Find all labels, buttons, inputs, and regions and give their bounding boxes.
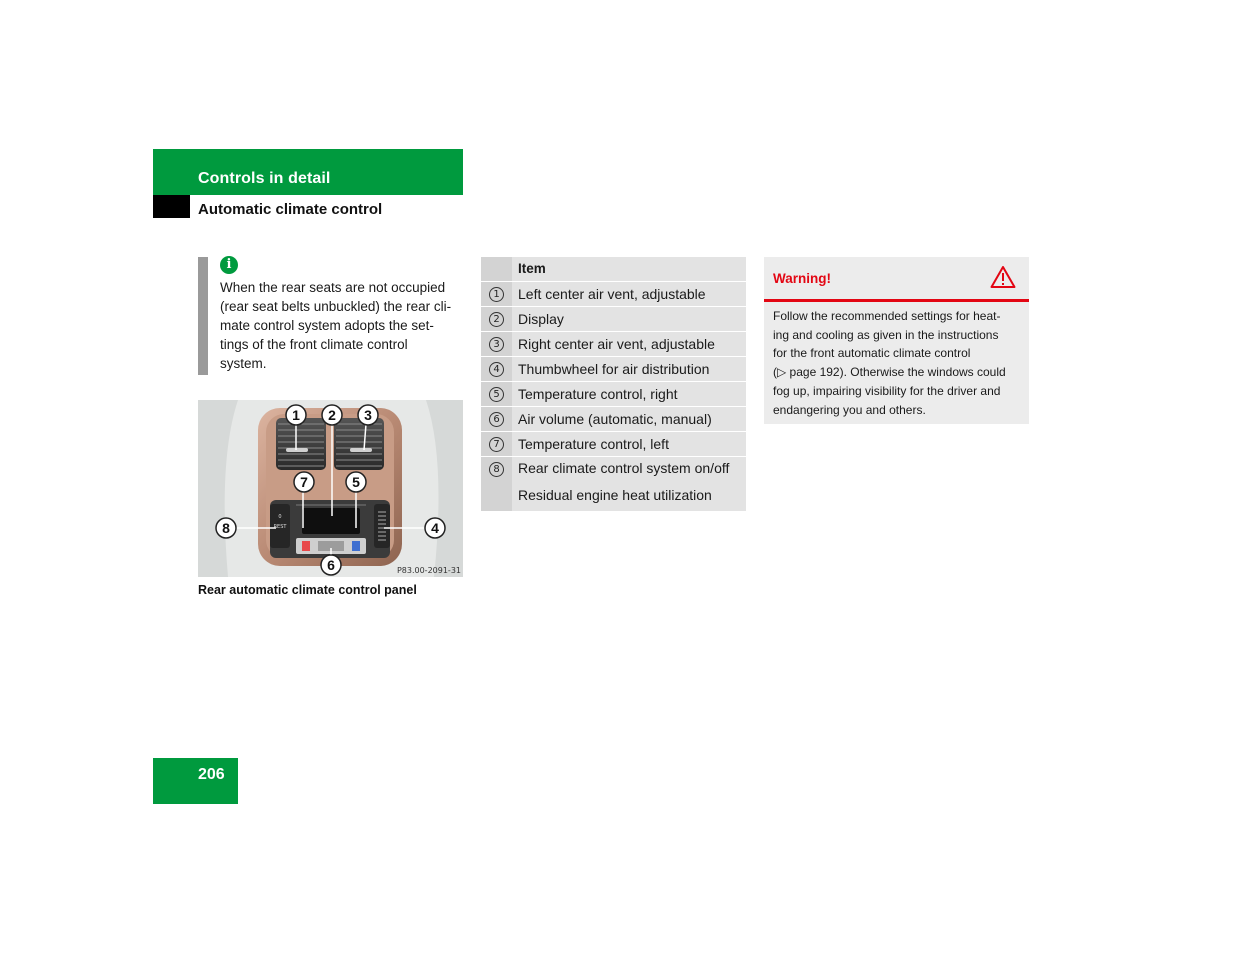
svg-text:4: 4 — [431, 520, 439, 536]
warning-line: endangering you and others. — [773, 402, 926, 417]
item-number: 1 — [489, 287, 504, 302]
svg-text:6: 6 — [327, 557, 335, 573]
table-row — [481, 282, 746, 307]
item-label: Air volume (automatic, manual) — [512, 407, 746, 431]
section-title: Controls in detail — [198, 170, 331, 187]
info-line: (rear seat belts unbuckled) the rear cli- — [220, 299, 452, 314]
climate-panel-illustration — [198, 400, 463, 577]
info-line: mate control system adopts the set- — [220, 318, 434, 333]
item-number: 3 — [489, 337, 504, 352]
svg-text:5: 5 — [352, 474, 360, 490]
svg-text:1: 1 — [292, 407, 300, 423]
callout-1 — [286, 405, 306, 425]
callout-7 — [294, 472, 314, 492]
table-row — [481, 457, 746, 512]
svg-text:8: 8 — [222, 520, 230, 536]
table-header: Item — [512, 257, 746, 281]
table-row — [481, 357, 746, 382]
item-label: Right center air vent, adjustable — [512, 332, 746, 356]
item-number: 5 — [489, 387, 504, 402]
info-icon: i — [220, 256, 238, 274]
item-label: Display — [512, 307, 746, 331]
item-number: 8 — [489, 462, 504, 477]
item-number: 4 — [489, 362, 504, 377]
info-line: system. — [220, 356, 267, 371]
callout-8 — [216, 518, 236, 538]
page-number-box — [153, 758, 238, 804]
item-label-line: Residual engine heat utilization — [518, 487, 712, 503]
warning-title: Warning! — [773, 271, 831, 286]
warning-box — [764, 257, 1029, 424]
item-label — [512, 457, 746, 511]
item-label: Thumbwheel for air distribution — [512, 357, 746, 381]
table-row — [481, 307, 746, 332]
item-label: Temperature control, right — [512, 382, 746, 406]
callout-2 — [322, 405, 342, 425]
svg-text:0: 0 — [278, 514, 282, 520]
warning-line: ing and cooling as given in the instructions — [773, 327, 999, 342]
callout-6 — [321, 555, 341, 575]
svg-text:7: 7 — [300, 474, 308, 490]
section-header — [153, 149, 463, 195]
item-number: 7 — [489, 437, 504, 452]
subsection-title: Automatic climate control — [198, 201, 383, 218]
info-note-bar — [198, 257, 208, 375]
info-note-text — [220, 278, 468, 373]
svg-text:3: 3 — [364, 407, 372, 423]
warning-line: fog up, impairing visibility for the driver and — [773, 383, 1001, 398]
table-header-row — [481, 257, 746, 282]
callout-5 — [346, 472, 366, 492]
item-number: 6 — [489, 412, 504, 427]
warning-text — [773, 307, 1025, 419]
table-row — [481, 332, 746, 357]
item-number: 2 — [489, 312, 504, 327]
item-label-line: Rear climate control system on/off — [518, 460, 730, 476]
item-label: Left center air vent, adjustable — [512, 282, 746, 306]
warning-line: for the front automatic climate control — [773, 346, 971, 361]
warning-line: Follow the recommended settings for heat- — [773, 309, 1001, 323]
info-line: When the rear seats are not occupied — [220, 280, 446, 295]
table-row — [481, 407, 746, 432]
warning-triangle-icon — [990, 265, 1016, 289]
figure-caption: Rear automatic climate control panel — [198, 583, 417, 597]
svg-text:2: 2 — [328, 407, 336, 423]
info-line: tings of the front climate control — [220, 337, 408, 352]
warning-header — [764, 257, 1029, 302]
item-label: Temperature control, left — [512, 432, 746, 456]
callout-4 — [425, 518, 445, 538]
rest-button-label: REST — [273, 524, 287, 530]
subsection-marker — [153, 195, 190, 218]
table-row — [481, 382, 746, 407]
page-number: 206 — [198, 766, 225, 783]
table-row — [481, 432, 746, 457]
climate-panel-figure — [198, 400, 463, 577]
items-table — [481, 257, 746, 512]
warning-line: (▷ page 192). Otherwise the windows could — [773, 365, 1006, 380]
callout-3 — [358, 405, 378, 425]
figure-code: P83.00-2091-31 — [396, 566, 461, 575]
